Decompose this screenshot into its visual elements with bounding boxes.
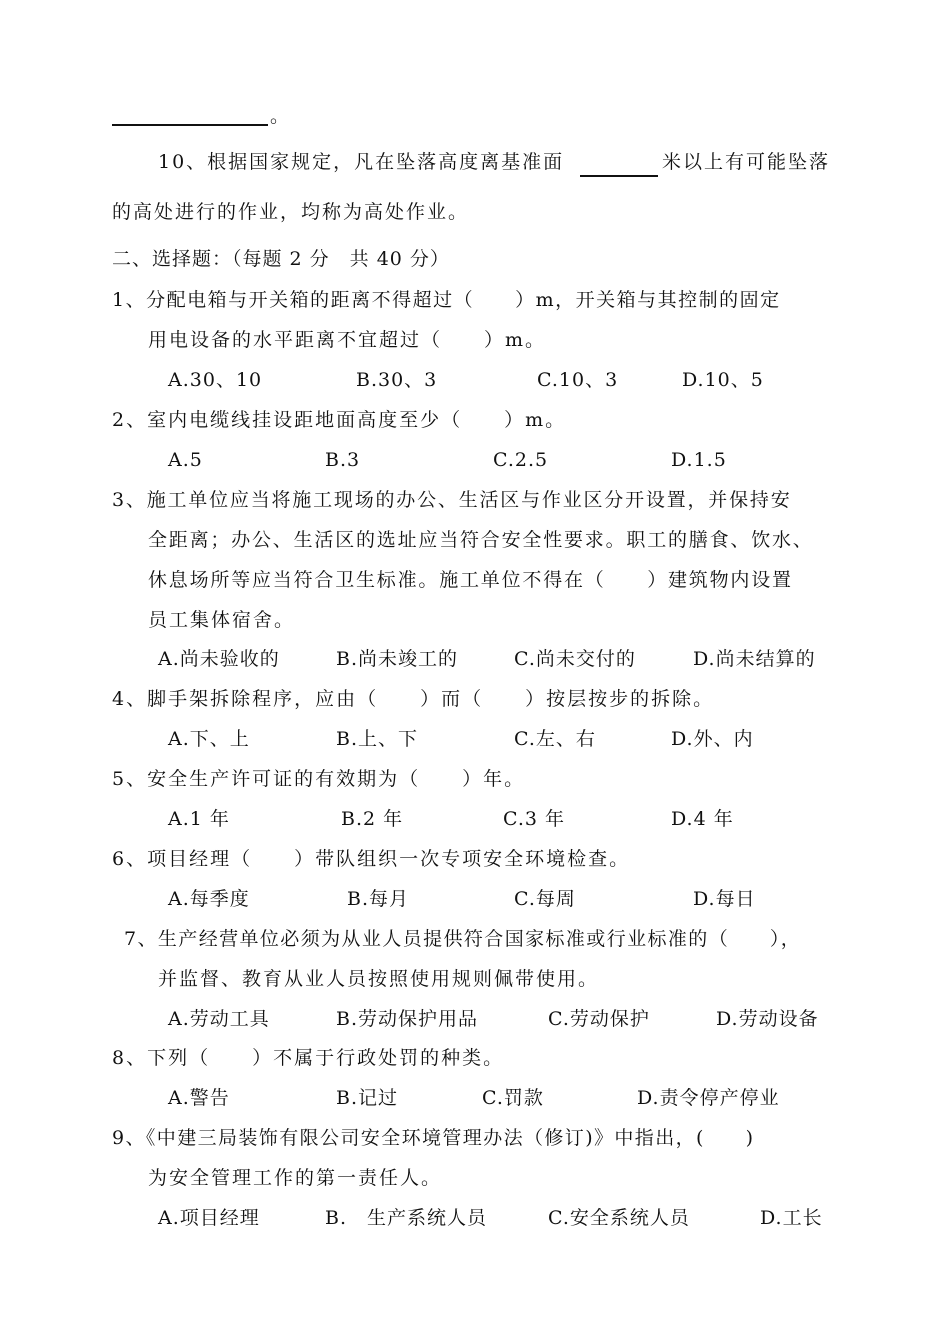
q6-option-a: A.每季度	[168, 888, 250, 910]
q4-option-a: A.下、上	[168, 728, 250, 750]
q5-option-d: D.4 年	[671, 808, 734, 830]
q2-option-c: C.2.5	[493, 449, 549, 471]
q3-option-a: A.尚未验收的	[158, 648, 280, 670]
q8-option-a: A.警告	[168, 1087, 230, 1109]
q9-line2: 为安全管理工作的第一责任人。	[148, 1167, 443, 1189]
q10-text-line2: 的高处进行的作业，均称为高处作业。	[112, 201, 470, 223]
q5-line1: 5、安全生产许可证的有效期为（ ）年。	[112, 768, 526, 790]
q9-option-b: B. 生产系统人员	[325, 1207, 488, 1229]
q1-line2: 用电设备的水平距离不宜超过（ ）m。	[148, 329, 547, 351]
q7-line1: 7、生产经营单位必须为从业人员提供符合国家标准或行业标准的（ ），	[124, 928, 802, 950]
q9-option-a: A.项目经理	[158, 1207, 260, 1229]
answer-blank	[112, 124, 268, 126]
q7-option-c: C.劳动保护	[548, 1008, 650, 1030]
q2-option-b: B.3	[325, 449, 361, 471]
q5-option-a: A.1 年	[168, 808, 230, 830]
q4-line1: 4、脚手架拆除程序，应由（ ）而（ ）按层按步的拆除。	[112, 688, 715, 710]
q3-option-c: C.尚未交付的	[514, 648, 636, 670]
q1-line1: 1、分配电箱与开关箱的距离不得超过（ ）m，开关箱与其控制的固定	[112, 289, 781, 311]
q8-option-c: C.罚款	[482, 1087, 544, 1109]
q4-option-d: D.外、内	[671, 728, 754, 750]
q1-option-b: B.30、3	[356, 369, 438, 391]
q7-option-b: B.劳动保护用品	[336, 1008, 479, 1030]
q3-line1: 3、施工单位应当将施工现场的办公、生活区与作业区分开设置，并保持安	[112, 489, 792, 511]
q2-line1: 2、室内电缆线挂设距地面高度至少（ ）m。	[112, 409, 567, 431]
sentence-end-mark: 。	[270, 105, 292, 127]
q3-option-d: D.尚未结算的	[693, 648, 816, 670]
q3-line4: 员工集体宿舍。	[148, 609, 296, 631]
q7-option-a: A.劳动工具	[168, 1008, 270, 1030]
q5-option-b: B.2 年	[341, 808, 404, 830]
q10-answer-blank	[580, 175, 658, 177]
q2-option-a: A.5	[168, 449, 203, 471]
q2-option-d: D.1.5	[671, 449, 727, 471]
q6-option-b: B.每月	[347, 888, 410, 910]
q1-option-d: D.10、5	[682, 369, 764, 391]
q8-option-b: B.记过	[336, 1087, 399, 1109]
q3-line2: 全距离；办公、生活区的选址应当符合安全性要求。职工的膳食、饮水、	[148, 529, 814, 551]
q4-option-c: C.左、右	[514, 728, 596, 750]
q10-text-part2: 米以上有可能坠落	[662, 151, 831, 173]
q6-option-c: C.每周	[514, 888, 576, 910]
q6-option-d: D.每日	[693, 888, 756, 910]
q9-option-d: D.工长	[760, 1207, 823, 1229]
q7-line2: 并监督、教育从业人员按照使用规则佩带使用。	[158, 968, 600, 990]
q10-text-part1: 10、根据国家规定，凡在坠落高度离基准面	[158, 151, 565, 173]
q1-option-a: A.30、10	[168, 369, 263, 391]
q9-option-c: C.安全系统人员	[548, 1207, 690, 1229]
q8-line1: 8、下列（ ）不属于行政处罚的种类。	[112, 1047, 505, 1069]
q6-line1: 6、项目经理（ ）带队组织一次专项安全环境检查。	[112, 848, 631, 870]
q7-option-d: D.劳动设备	[716, 1008, 819, 1030]
q1-option-c: C.10、3	[537, 369, 619, 391]
q8-option-d: D.责令停产停业	[637, 1087, 780, 1109]
q4-option-b: B.上、下	[336, 728, 419, 750]
q3-line3: 休息场所等应当符合卫生标准。施工单位不得在（ ）建筑物内设置	[148, 569, 793, 591]
q5-option-c: C.3 年	[503, 808, 566, 830]
section-heading: 二、选择题：（每题 2 分 共 40 分）	[112, 248, 450, 270]
q3-option-b: B.尚未竣工的	[336, 648, 459, 670]
q9-line1: 9、《中建三局装饰有限公司安全环境管理办法（修订)》中指出，( )	[112, 1127, 755, 1149]
